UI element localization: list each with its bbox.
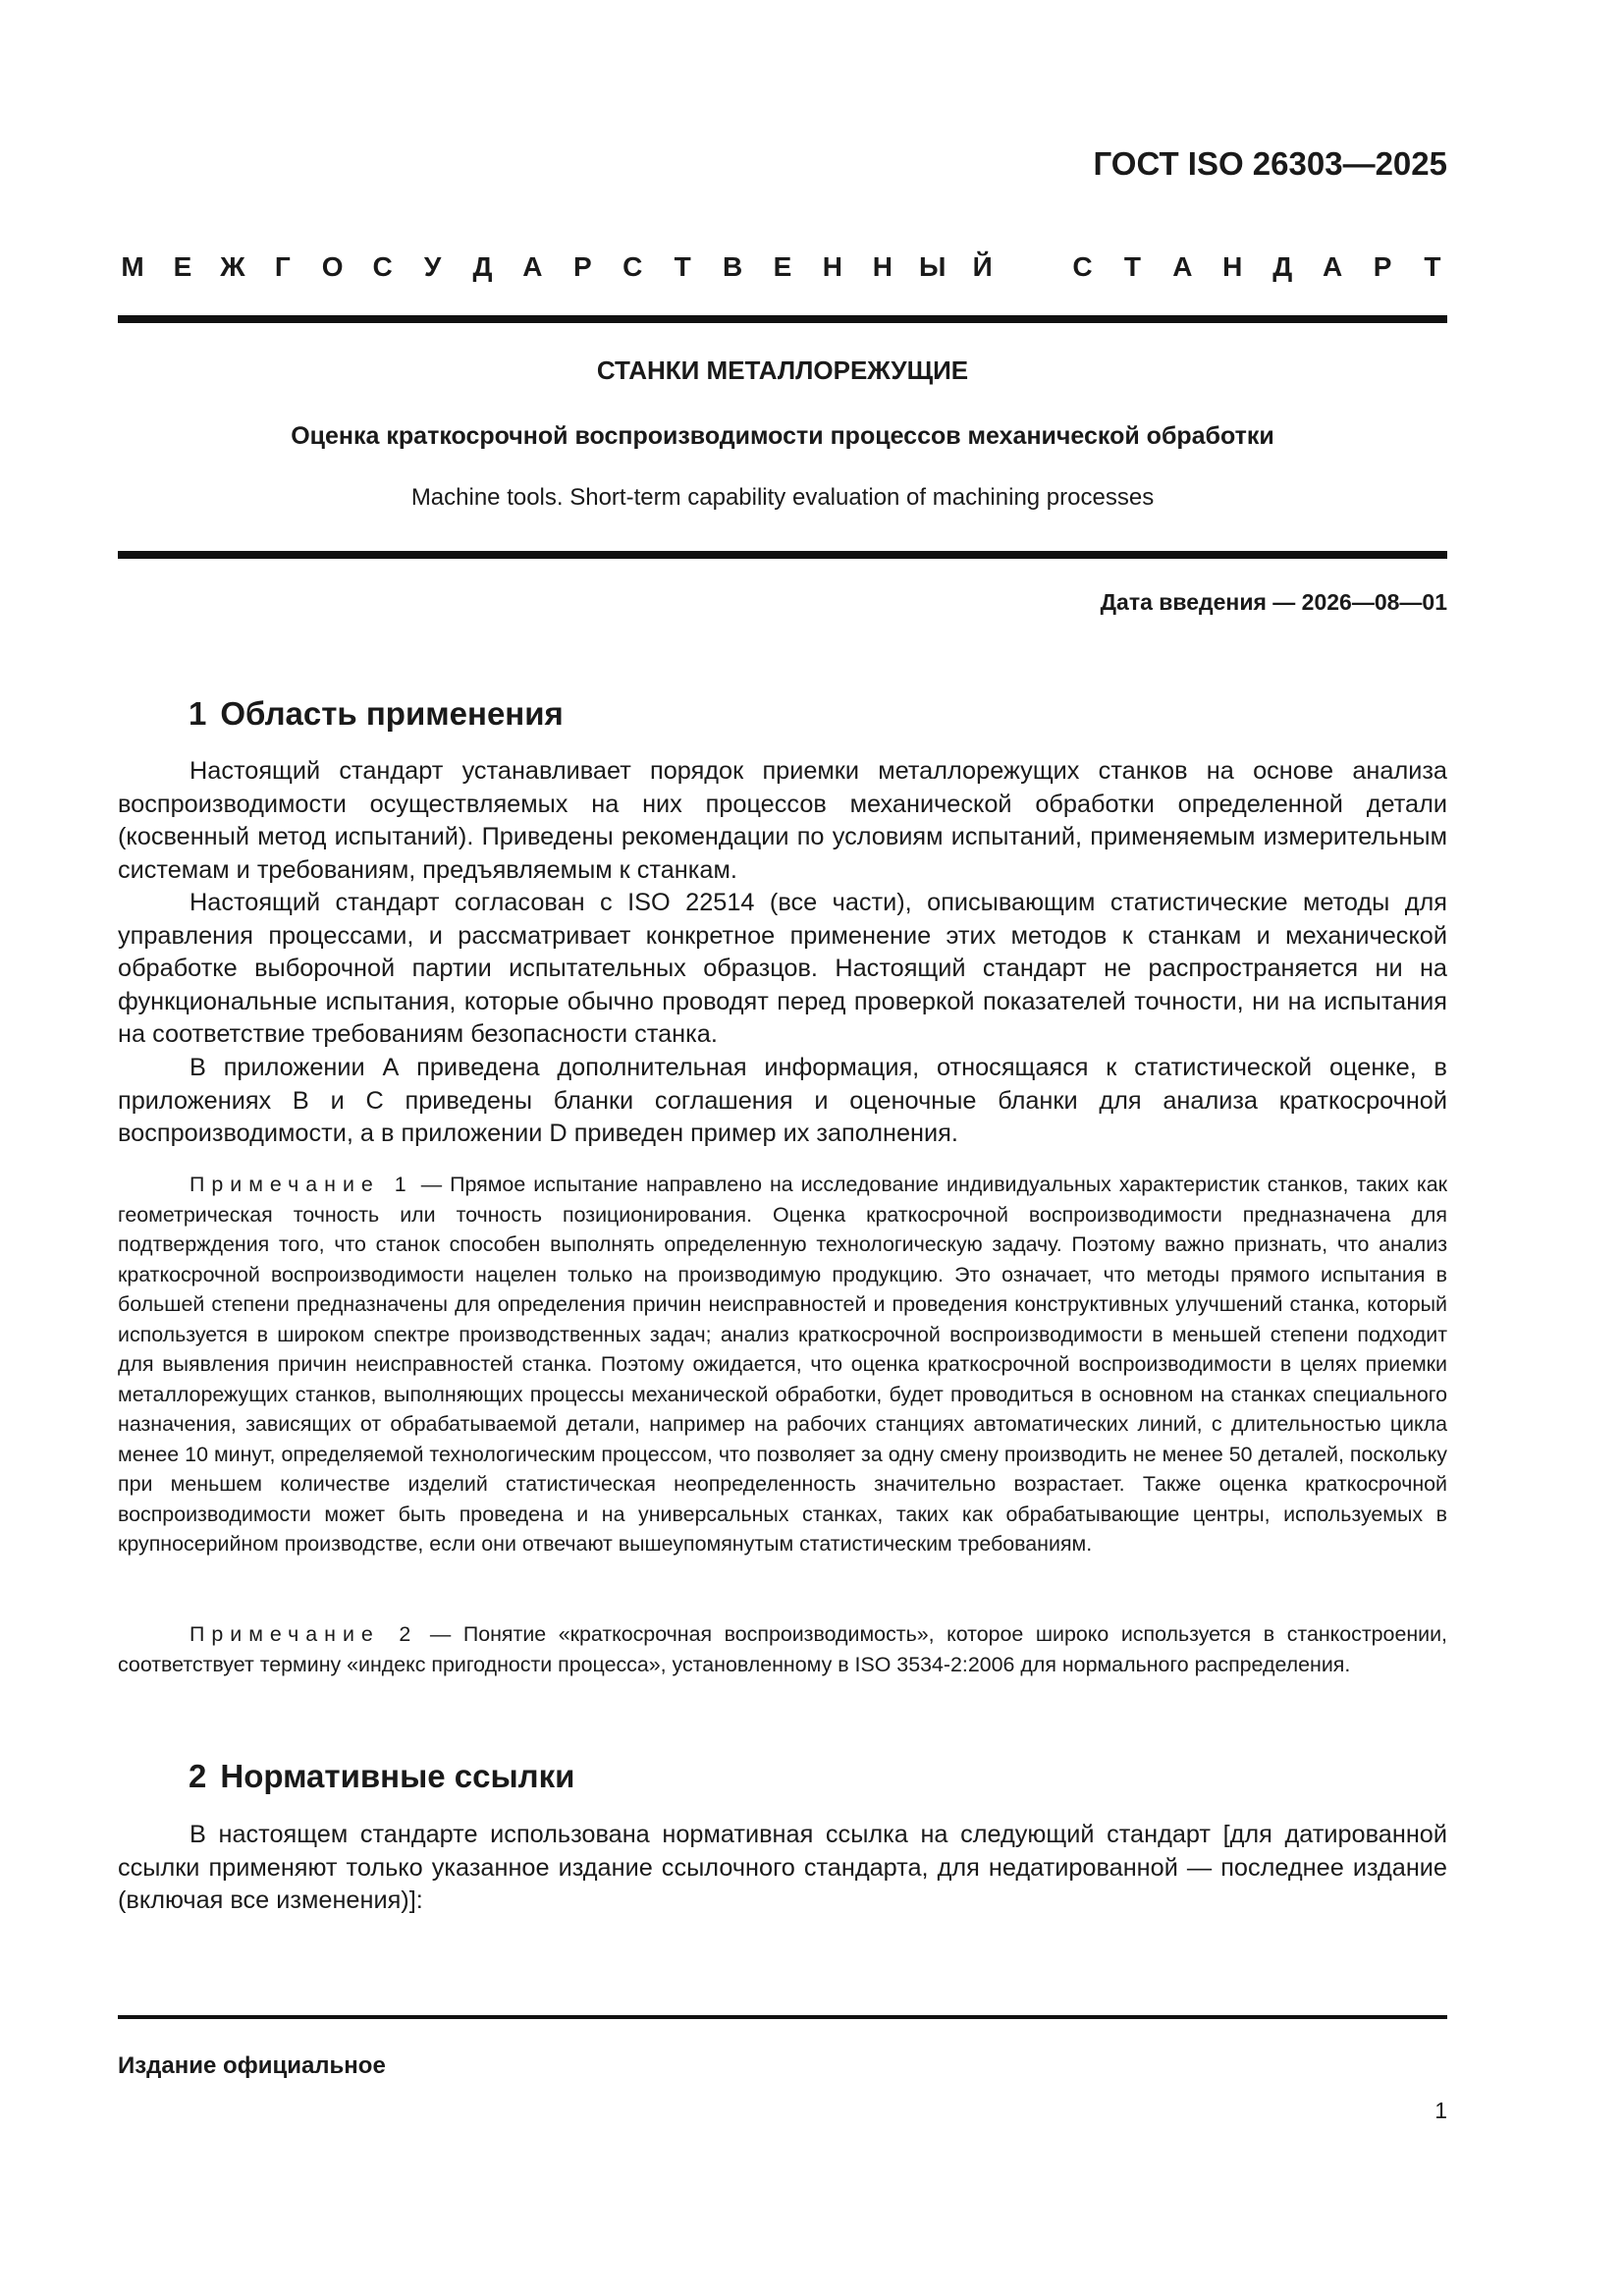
category-letter: Н — [1222, 251, 1243, 282]
category-letter: А — [1172, 251, 1193, 282]
introduction-date: Дата введения — 2026—08—01 — [1100, 589, 1447, 615]
category-letter: Т — [1424, 251, 1441, 282]
category-letter: Г — [274, 251, 291, 282]
english-title: Machine tools. Short-term capability evaluation of machining processes — [410, 484, 1155, 511]
category-letter: С — [1072, 251, 1093, 282]
standard-designation: ГОСТ ISO 26303—2025 — [1093, 145, 1447, 182]
category-letter: Н — [822, 251, 843, 282]
paragraph: В настоящем стандарте использована нормативная ссылка на следующий стандарт [для датированной ссылки применяют только указанное издание ссылочного стандарта, для недатированной — последнее издание (включая все изменения)]: — [118, 1821, 1447, 1914]
category-letter: А — [1323, 251, 1343, 282]
category-letter: Й — [972, 251, 993, 282]
category-letter: С — [372, 251, 393, 282]
category-letter: О — [321, 251, 344, 282]
category-letter: Д — [1272, 251, 1293, 282]
section-1-heading — [189, 695, 564, 733]
category-letter: Р — [572, 251, 592, 282]
category-letter: У — [423, 251, 442, 282]
official-edition-label: Издание официальное — [118, 2052, 386, 2079]
category-letter: С — [622, 251, 643, 282]
category-letter: Ж — [220, 251, 245, 282]
note-text: — Прямое испытание направлено на исследование индивидуальных характеристик станков, таких как геометрическая точность или точность позиционирования. Оценка краткосрочной воспроизводимости предназначена для подтверждения того, что станок способен выполнять определенную технологическую задачу. Поэтому важно признать, что анализ краткосрочной воспроизводимости нацелен только на производимую продукцию. Это означает, что методы прямого испытания в большей степени предназначены для определения причин неисправностей и проведения конструктивных улучшений станка, который используется в широком спектре производственных задач; анализ краткосрочной воспроизводимости в меньшей степени подходит для выявления причин неисправностей станка. Поэтому ожидается, что оценка краткосрочной воспроизводимости в целях приемки металлорежущих станков, выполняющих процессы механической обработки, будет проводиться в основном на станках специального назначения, зависящих от обрабатываемой детали, например на рабочих станциях автоматических линий, с длительностью цикла менее 10 минут, определяемой технологическим процессом, что позволяет за одну смену производить не менее 50 деталей, поскольку при меньшем количестве изделий статистическая неопределенность значительно возрастает. Также оценка краткосрочной воспроизводимости может быть проведена и на универсальных станках, таких как обрабатывающие центры, используемых в крупносерийном производстве, если они отвечают вышеупомянутым статистическим требованиям. — [118, 1173, 1447, 1556]
section-title: Область применения — [220, 695, 564, 732]
note-label: Примечание 1 — [189, 1173, 413, 1196]
category-letter: Т — [674, 251, 691, 282]
paragraph: Настоящий стандарт согласован с ISO 22514 (все части), описывающим статистические методы для управления процессами, и рассматривает конкретное применение этих методов к станкам и механической обработке выборочной партии испытательных образцов. Настоящий стандарт не распространяется ни на функциональные испытания, которые обычно проводят перед проверкой показателей точности, ни на испытания на соответствие требованиям безопасности станка. — [118, 889, 1447, 1048]
section-2-heading — [189, 1758, 574, 1795]
note-text: — Понятие «краткосрочная воспроизводимость», которое широко используется в станкостроении, соответствует термину «индекс пригодности процесса», установленному в ISO 3534-2:2006 для нормального распределения. — [118, 1622, 1447, 1676]
category-letter: А — [522, 251, 543, 282]
standard-category-line — [118, 251, 1447, 283]
footer-divider — [118, 2015, 1447, 2019]
category-letter: В — [722, 251, 743, 282]
category-letter: Е — [773, 251, 792, 282]
category-letter: Е — [173, 251, 192, 282]
note-2 — [118, 1619, 1447, 1679]
top-divider — [118, 315, 1447, 323]
category-letter: М — [121, 251, 144, 282]
section-title: Нормативные ссылки — [220, 1758, 575, 1794]
category-letter: Н — [872, 251, 893, 282]
category-letter: Д — [472, 251, 493, 282]
category-letter: Т — [1123, 251, 1141, 282]
section-number: 1 — [189, 695, 207, 732]
document-subtitle: Оценка краткосрочной воспроизводимости процессов механической обработки — [291, 422, 1274, 450]
category-letter: Ы — [919, 251, 947, 282]
document-title: СТАНКИ МЕТАЛЛОРЕЖУЩИЕ — [596, 355, 969, 385]
note-label: Примечание 2 — [189, 1622, 418, 1646]
section-number: 2 — [189, 1758, 207, 1794]
category-letter: Р — [1373, 251, 1392, 282]
page-number: 1 — [1434, 2098, 1447, 2123]
paragraph: В приложении А приведена дополнительная информация, относящаяся к статистической оценке, в приложениях В и С приведены бланки соглашения и оценочные бланки для анализа краткосрочной воспроизводимости, а в приложении D приведен пример их заполнения. — [118, 1054, 1447, 1147]
title-divider — [118, 551, 1447, 559]
note-1 — [118, 1170, 1447, 1559]
paragraph: Настоящий стандарт устанавливает порядок приемки металлорежущих станков на основе анализа воспроизводимости осуществляемых на них процессов механической обработки определенной детали (косвенный метод испытаний). Приведены рекомендации по условиям испытаний, применяемым измерительным системам и требованиям, предъявляемым к станкам. — [118, 757, 1447, 884]
